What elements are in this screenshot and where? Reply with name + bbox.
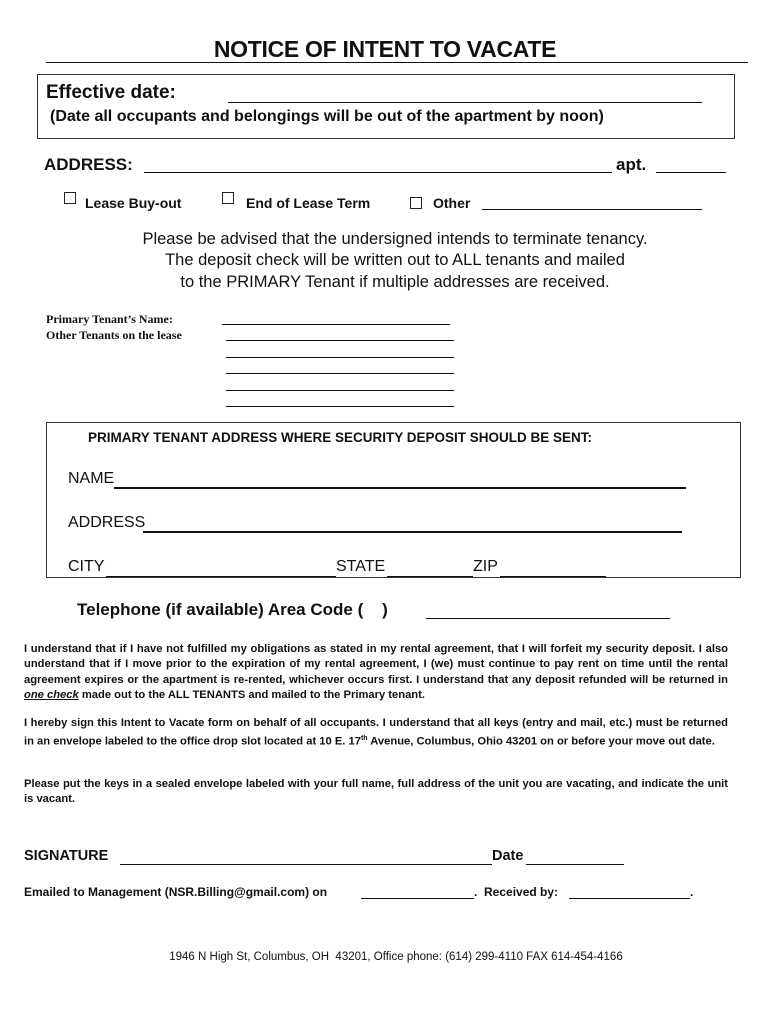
keys-paragraph <box>24 716 728 750</box>
other-tenant-field-5[interactable] <box>226 406 454 407</box>
end-of-lease-checkbox[interactable] <box>222 192 234 204</box>
lease-buyout-label: Lease Buy-out <box>85 195 182 211</box>
telephone-label: Telephone (if available) Area Code ( ) <box>77 600 388 619</box>
one-check-emphasis: one check <box>24 688 79 701</box>
keys-text-end: Avenue, Columbus, Ohio 43201 on or before your move out date. <box>367 736 715 749</box>
city-label: CITY <box>68 558 105 575</box>
deposit-address-label: ADDRESS <box>68 514 146 531</box>
apt-label: apt. <box>616 155 647 174</box>
keys-text: I hereby sign this Intent to Vacate form on behalf of all occupants. I understand that all keys (entry and mail, etc.) must be returned in an envelope labeled to the office drop slot located at 10 E. 17 <box>24 717 728 749</box>
state-field[interactable] <box>387 576 473 577</box>
envelope-paragraph: Please put the keys in a sealed envelope labeled with your full name, full address of the unit you are vacating, and indicate the unit is vacant. <box>24 778 728 806</box>
deposit-address-field[interactable] <box>143 531 682 533</box>
ordinal-suffix: th <box>360 735 368 743</box>
other-checkbox[interactable] <box>410 197 422 209</box>
signature-label: SIGNATURE <box>24 848 109 864</box>
zip-label: ZIP <box>473 558 498 575</box>
city-field[interactable] <box>106 576 336 577</box>
obligations-text-end: made out to the ALL TENANTS and mailed to the Primary tenant. <box>78 688 425 701</box>
other-reason-field[interactable] <box>482 209 702 210</box>
lease-buyout-checkbox[interactable] <box>64 192 76 204</box>
deposit-address-box <box>46 422 741 578</box>
other-label: Other <box>433 195 471 211</box>
end-of-lease-label: End of Lease Term <box>246 195 371 211</box>
received-by-field[interactable] <box>569 898 690 899</box>
emailed-label: Emailed to Management (NSR.Billing@gmail.com) on <box>24 885 328 899</box>
advisory-line-1: Please be advised that the undersigned intends to terminate tenancy. <box>142 230 648 248</box>
zip-field[interactable] <box>500 576 606 577</box>
name-label: NAME <box>68 470 115 487</box>
advisory-line-2: The deposit check will be written out to ALL tenants and mailed <box>165 251 625 269</box>
other-tenant-field-3[interactable] <box>226 373 454 374</box>
emailed-end-period: . <box>690 885 694 899</box>
obligations-paragraph <box>24 642 728 703</box>
address-label: ADDRESS: <box>44 155 133 174</box>
obligations-text: I understand that if I have not fulfilled my obligations as stated in my rental agreement, that I will forfeit my security deposit. I also understand that if I move prior to the expiration of my rental agreement, I (we) must continue to pay rent on time until the rental agreement expires or the apartment is re-rented, whichever occurs first. I understand that any deposit refunded will be returned in <box>24 643 728 686</box>
footer-contact: 1946 N High St, Columbus, OH 43201, Office phone: (614) 299-4110 FAX 614-454-4166 <box>169 951 623 963</box>
title-underline <box>46 62 748 63</box>
emailed-date-field[interactable] <box>361 898 474 899</box>
primary-tenant-label: Primary Tenant’s Name: <box>46 312 173 326</box>
other-tenant-field-1[interactable] <box>226 340 454 341</box>
deposit-box-heading: PRIMARY TENANT ADDRESS WHERE SECURITY DEPOSIT SHOULD BE SENT: <box>88 430 593 445</box>
effective-date-note: (Date all occupants and belongings will be out of the apartment by noon) <box>50 108 604 125</box>
address-field[interactable] <box>144 172 612 173</box>
date-field[interactable] <box>526 864 624 865</box>
effective-date-label: Effective date: <box>46 82 176 103</box>
primary-tenant-field[interactable] <box>222 324 450 325</box>
state-label: STATE <box>336 558 386 575</box>
other-tenant-field-2[interactable] <box>226 357 454 358</box>
advisory-line-3: to the PRIMARY Tenant if multiple addresses are received. <box>180 273 610 291</box>
telephone-field[interactable] <box>426 618 670 619</box>
received-by-label: . Received by: <box>474 885 559 899</box>
apt-field[interactable] <box>656 172 726 173</box>
name-field[interactable] <box>114 487 686 489</box>
date-label: Date <box>492 848 524 864</box>
other-tenant-field-4[interactable] <box>226 390 454 391</box>
effective-date-field[interactable] <box>228 102 702 103</box>
signature-field[interactable] <box>120 864 492 865</box>
other-tenants-label: Other Tenants on the lease <box>46 328 182 342</box>
page-title: NOTICE OF INTENT TO VACATE <box>213 36 557 62</box>
